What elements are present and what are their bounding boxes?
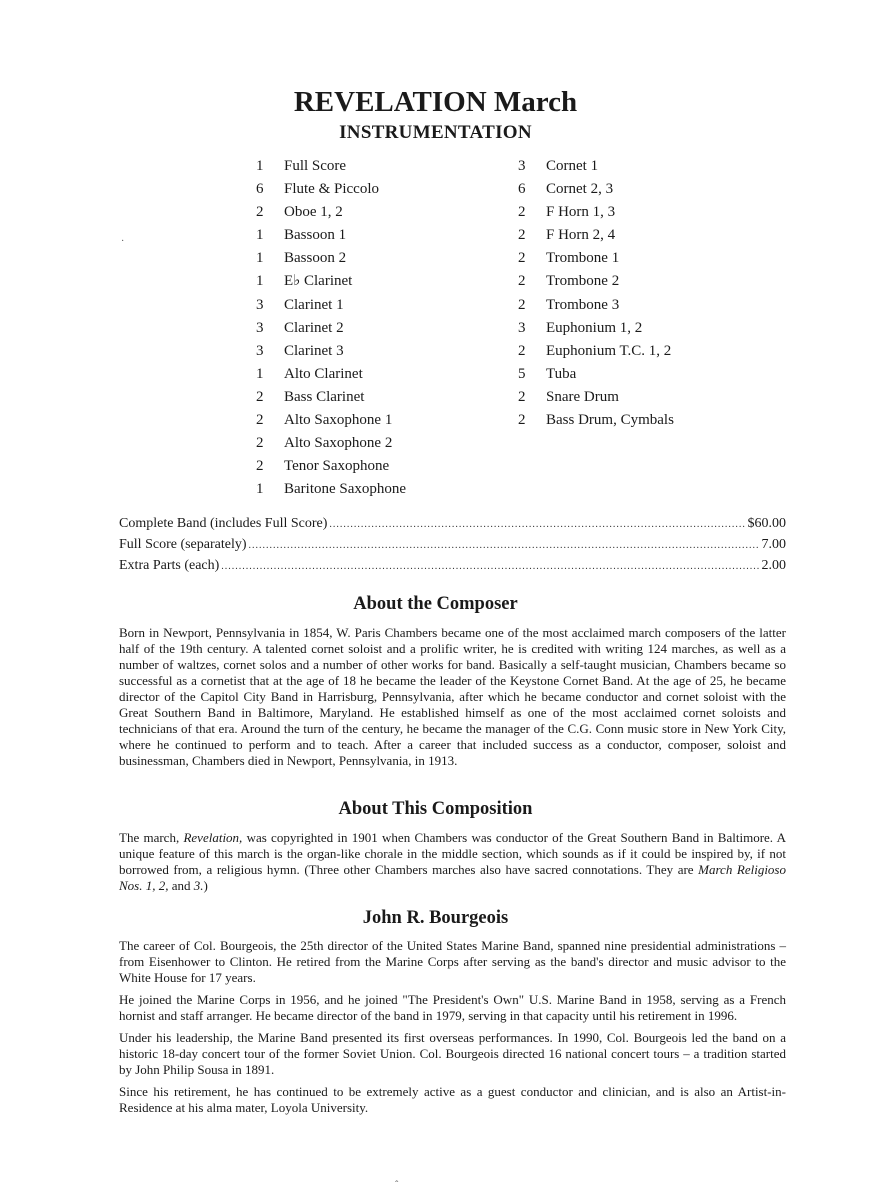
instrument-name: Baritone Saxophone <box>284 481 407 498</box>
instrument-row <box>518 363 674 386</box>
price-value: 2.00 <box>761 558 786 573</box>
about-composition-text <box>119 830 786 900</box>
instrument-row <box>256 201 406 224</box>
text-run: was copyrighted in 1901 when Chambers was conductor of the Great Southern Band in Baltimore. A unique feature of this march is the organ-like chorale in the middle section, which sounds as if it could be inspired by, if not borrowed from, a religious hymn. (Three other Chambers marches also have sacred connotations. They are <box>119 830 786 877</box>
about-composition-heading: About This Composition <box>338 799 533 819</box>
instrument-qty: 1 <box>256 273 264 290</box>
instrument-qty: 1 <box>256 227 264 244</box>
instrument-row <box>256 409 406 432</box>
instrument-row <box>256 340 406 363</box>
instrument-row <box>518 386 674 409</box>
instrument-name: Snare Drum <box>546 388 619 405</box>
instrument-row <box>256 155 406 178</box>
price-label: Extra Parts (each) <box>119 558 220 573</box>
instrument-qty: 3 <box>518 319 526 336</box>
instrument-name: F Horn 1, 3 <box>546 204 616 221</box>
price-row <box>119 555 786 576</box>
instrument-row <box>518 340 674 363</box>
instrument-row <box>256 455 406 478</box>
instrumentation-list-left <box>256 155 406 501</box>
dot-leader <box>249 535 760 556</box>
instrument-name: Full Score <box>284 158 347 174</box>
about-composer-heading: About the Composer <box>353 594 518 614</box>
instrument-qty: 2 <box>518 296 526 313</box>
instrument-qty: 2 <box>518 412 526 429</box>
instrument-row <box>256 294 406 317</box>
composition-title: Revelation, <box>183 830 243 845</box>
instrument-qty: 1 <box>256 158 264 174</box>
instrument-qty: 2 <box>518 250 526 267</box>
instrument-name: Bass Clarinet <box>284 388 365 405</box>
instrument-row <box>256 247 406 270</box>
instrumentation-list-right <box>518 155 674 432</box>
instrument-row <box>518 294 674 317</box>
instrument-qty: 5 <box>518 365 526 382</box>
price-value: $60.00 <box>747 516 786 531</box>
about-composer-paragraph: Born in Newport, Pennsylvania in 1854, W. Paris Chambers became one of the most acclaimed march composers of the latter half of the 19th century. A talented cornet soloist and a prolific writer, he is credited with writing 124 marches, as well as a number of waltzes, cornet solos and a number of other works for band. Basically a self-taught musician, Chambers became so successful as a cornetist that at the age of 18 he became the leader of the Keystone Cornet Band. At the age of 25, he became director of the Capitol City Band in Harrisburg, Pennsylvania, after which he became conductor and cornet soloist with the Great Southern Band in Baltimore, Maryland. He established himself as one of the most acclaimed cornet soloists and technicians of that era. Around the turn of the century, he became the manager of the C.G. Conn music store in New York City, where he continued to perform and to teach. After a career that included success as a conductor, composer, soloist and businessman, Chambers died in Newport, Pennsylvania, in 1913. <box>119 625 786 768</box>
price-label: Full Score (separately) <box>119 537 247 552</box>
price-list <box>119 513 786 576</box>
instrument-row <box>518 409 674 432</box>
instrument-qty: 6 <box>256 181 264 198</box>
instrument-qty: 2 <box>256 435 264 452</box>
text-run: and <box>168 878 194 893</box>
instrument-name: Clarinet 1 <box>284 296 344 313</box>
dot-leader <box>221 556 759 577</box>
instrument-qty: 2 <box>256 458 264 475</box>
instrument-row <box>256 178 406 201</box>
scan-speck: ˆ <box>395 1180 399 1191</box>
bourgeois-paragraph: Under his leadership, the Marine Band presented its first overseas performances. In 1990, Col. Bourgeois led the band on a historic 18-day concert tour of the former Soviet Union. Col. Bourgeois directed 16 national concert tours – a tradition started by John Philip Sousa in 1891. <box>119 1030 786 1077</box>
instrument-name: Cornet 2, 3 <box>546 181 614 198</box>
text-run: The march, <box>119 830 184 845</box>
instrument-qty: 2 <box>518 342 526 359</box>
instrument-name: F Horn 2, 4 <box>546 227 616 244</box>
price-value: 7.00 <box>761 537 786 552</box>
instrument-name: Euphonium 1, 2 <box>546 319 643 336</box>
instrument-qty: 2 <box>518 227 526 244</box>
instrument-name: Alto Saxophone 1 <box>284 412 393 429</box>
instrument-name: Trombone 2 <box>546 273 620 290</box>
instrument-row <box>518 201 674 224</box>
instrument-name: E♭ Clarinet <box>284 273 353 290</box>
instrument-name: Flute & Piccolo <box>284 181 379 198</box>
instrument-row <box>518 317 674 340</box>
instrument-row <box>256 224 406 247</box>
instrument-qty: 3 <box>518 158 526 174</box>
instrument-qty: 6 <box>518 181 526 198</box>
instrument-row <box>518 178 674 201</box>
about-composer-text <box>119 625 786 775</box>
instrument-name: Bassoon 2 <box>284 250 347 267</box>
instrument-row <box>518 224 674 247</box>
price-row <box>119 513 786 534</box>
instrument-name: Tuba <box>546 365 577 382</box>
instrument-qty: 3 <box>256 319 264 336</box>
instrument-name: Bass Drum, Cymbals <box>546 412 674 429</box>
bourgeois-paragraph: The career of Col. Bourgeois, the 25th director of the United States Marine Band, spanned nine presidential administrations – from Eisenhower to Clinton. He retired from the Marine Corps after serving as the band's director and music advisor to the White House for 17 years. <box>119 938 786 985</box>
instrument-row <box>256 270 406 293</box>
about-composition-paragraph <box>119 830 786 894</box>
instrument-name: Euphonium T.C. 1, 2 <box>546 342 672 359</box>
instrument-name: Bassoon 1 <box>284 227 347 244</box>
page-title: REVELATION March <box>293 86 578 118</box>
instrument-row <box>256 478 406 501</box>
bourgeois-paragraph: Since his retirement, he has continued to be extremely active as a guest conductor and clinician, and is also an Artist-in-Residence at his alma mater, Loyola University. <box>119 1084 786 1115</box>
instrument-name: Alto Clarinet <box>284 365 363 382</box>
instrumentation-heading: INSTRUMENTATION <box>339 122 532 143</box>
instrument-name: Tenor Saxophone <box>284 458 390 475</box>
instrument-qty: 3 <box>256 296 264 313</box>
price-label: Complete Band (includes Full Score) <box>119 516 328 531</box>
price-row <box>119 534 786 555</box>
instrument-qty: 1 <box>256 250 264 267</box>
instrument-row <box>256 386 406 409</box>
instrument-row <box>256 363 406 386</box>
instrument-name: Trombone 1 <box>546 250 620 267</box>
instrument-qty: 1 <box>256 365 264 382</box>
bourgeois-heading: John R. Bourgeois <box>362 908 509 928</box>
instrument-qty: 2 <box>256 204 264 221</box>
instrument-name: Clarinet 2 <box>284 319 344 336</box>
instrument-qty: 2 <box>518 388 526 405</box>
instrument-row <box>256 317 406 340</box>
scan-speck: · <box>121 236 125 247</box>
march-titles: March Religioso Nos. 1, 2, <box>119 862 786 893</box>
instrument-name: Oboe 1, 2 <box>284 204 343 221</box>
instrument-row <box>256 432 406 455</box>
instrument-row <box>518 247 674 270</box>
march-number: 3. <box>193 878 204 893</box>
instrument-qty: 2 <box>256 388 264 405</box>
instrument-qty: 1 <box>256 481 264 498</box>
instrument-name: Cornet 1 <box>546 158 599 174</box>
instrument-qty: 2 <box>518 204 526 221</box>
text-run: ) <box>203 878 208 893</box>
instrument-qty: 3 <box>256 342 264 359</box>
instrument-qty: 2 <box>256 412 264 429</box>
dot-leader <box>329 514 745 535</box>
bourgeois-paragraph: He joined the Marine Corps in 1956, and he joined "The President's Own" U.S. Marine Band in 1958, serving as a French hornist and staff arranger. He became director of the band in 1979, serving in that capacity until his retirement in 1996. <box>119 992 786 1023</box>
instrument-name: Trombone 3 <box>546 296 620 313</box>
instrument-row <box>518 155 674 178</box>
instrument-qty: 2 <box>518 273 526 290</box>
bourgeois-text <box>119 938 786 1122</box>
instrument-name: Clarinet 3 <box>284 342 344 359</box>
instrument-name: Alto Saxophone 2 <box>284 435 393 452</box>
instrument-row <box>518 270 674 293</box>
